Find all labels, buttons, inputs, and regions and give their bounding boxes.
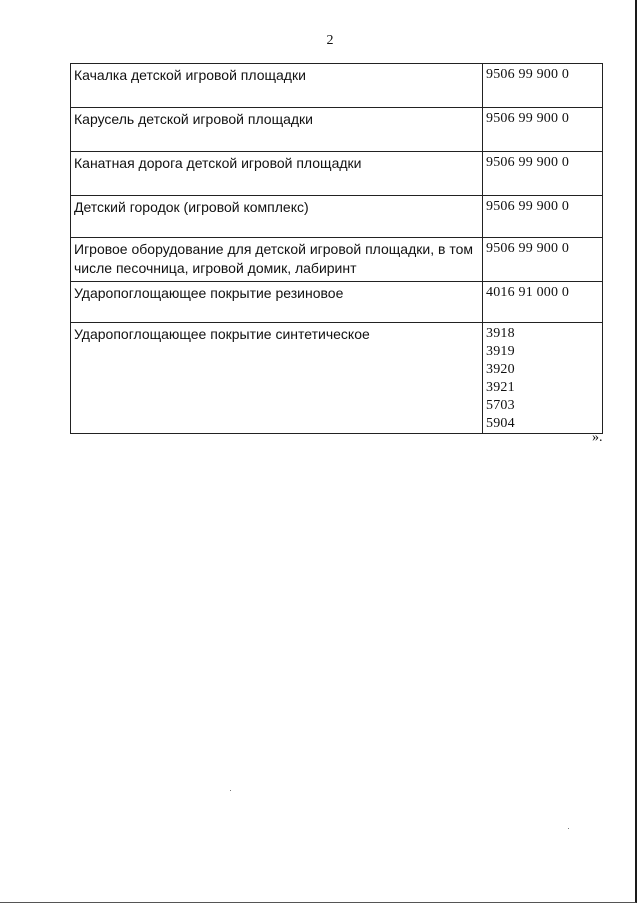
code-value: 9506 99 900 0 xyxy=(486,199,570,214)
item-name: Карусель детской игровой площадки xyxy=(71,108,483,152)
item-name: Канатная дорога детской игровой площадки xyxy=(71,152,483,196)
code-value: 3918 xyxy=(486,326,515,341)
code-value: 9506 99 900 0 xyxy=(486,67,570,82)
scan-speck xyxy=(230,790,231,791)
item-code xyxy=(483,323,603,434)
item-name: Качалка детской игровой площадки xyxy=(71,64,483,108)
scan-speck xyxy=(568,828,569,829)
table-row xyxy=(71,196,603,238)
code-value: 4016 91 000 0 xyxy=(486,285,570,300)
code-value: 9506 99 900 0 xyxy=(486,241,570,256)
code-value: 9506 99 900 0 xyxy=(486,111,570,126)
code-value: 5904 xyxy=(486,416,515,431)
code-value: 3919 xyxy=(486,344,515,359)
code-value: 3920 xyxy=(486,362,515,377)
item-code xyxy=(483,108,603,152)
item-code xyxy=(483,64,603,108)
item-name: Игровое оборудование для детской игровой площадки, в том числе песочница, игровой домик, лабиринт xyxy=(71,238,483,282)
table-row xyxy=(71,323,603,434)
item-code xyxy=(483,238,603,282)
table-row xyxy=(71,282,603,323)
code-value: 5703 xyxy=(486,398,515,413)
item-name: Детский городок (игровой комплекс) xyxy=(71,196,483,238)
table-row xyxy=(71,238,603,282)
closing-quote-mark: ». xyxy=(592,430,603,445)
table-row xyxy=(71,64,603,108)
page-number: 2 xyxy=(326,33,334,48)
code-value: 9506 99 900 0 xyxy=(486,155,570,170)
goods-table xyxy=(70,63,603,434)
item-code xyxy=(483,152,603,196)
item-code xyxy=(483,282,603,323)
table-row xyxy=(71,108,603,152)
item-name: Ударопоглощающее покрытие синтетическое xyxy=(71,323,483,434)
item-name: Ударопоглощающее покрытие резиновое xyxy=(71,282,483,323)
table-row xyxy=(71,152,603,196)
item-code xyxy=(483,196,603,238)
code-value: 3921 xyxy=(486,380,515,395)
